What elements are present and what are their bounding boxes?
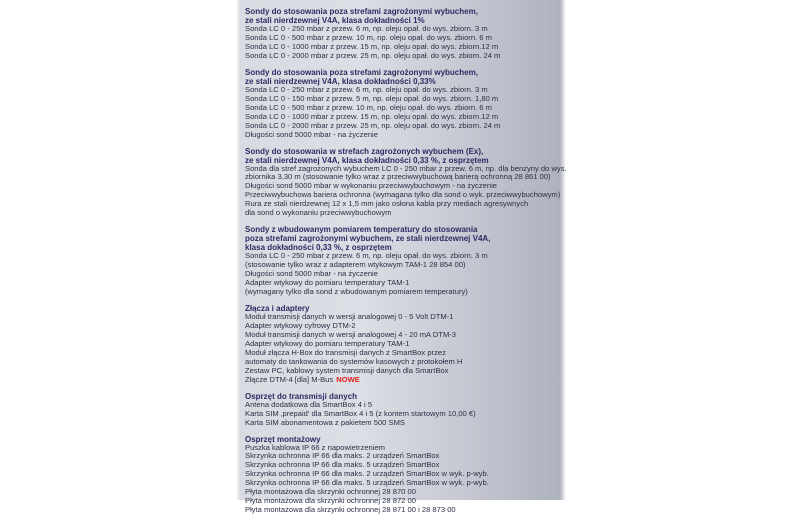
list-item-text: Przeciwwybuchowa bariera ochronna (wymagana tylko dla sond o wyk. przeciwwybuchowym) — [245, 190, 561, 200]
list-item-text: Skrzynka ochronna IP 66 dla maks. 5 urządzeń SmartBox w wyk. p-wyb. — [245, 478, 489, 488]
list-item-text: Adapter wtykowy do pomiaru temperatury TAM-1 — [245, 338, 410, 348]
list-item-text: Sonda LC 0 - 150 mbar z przew. 5 m, np. oleju opał. do wys. zbiorn. 1,80 m — [245, 93, 499, 103]
list-item-text: Rura ze stali nierdzewnej 12 x 1,5 mm jako osłona kabla przy mediach agresywnych — [245, 199, 529, 209]
list-item-text: Sonda LC 0 - 250 mbar z przew. 6 m, np. oleju opał. do wys. zbiorn. 3 m — [245, 84, 488, 94]
list-item — [245, 419, 565, 428]
list-item — [245, 506, 565, 515]
list-item — [245, 209, 565, 218]
list-item-text: Sonda LC 0 - 1000 mbar z przew. 15 m, np. oleju opał. do wys. zbiorn.12 m — [245, 41, 499, 51]
list-item-text: Sonda LC 0 - 250 mbar z przew. 6 m, np. oleju opał. do wys. zbiorn. 3 m — [245, 251, 488, 261]
list-item-text: Sonda LC 0 - 250 mbar z przew. 6 m, np. oleju opał. do wys. zbiorn. 3 m — [245, 24, 488, 33]
list-item-text: Długości sond 5000 mbar - na życzenie — [245, 269, 378, 279]
list-item-text: Antena dodatkowa dla SmartBox 4 i 5 — [245, 399, 373, 409]
list-item-text: Skrzynka ochronna IP 66 dla maks. 2 urządzeń SmartBox w wyk. p-wyb. — [245, 469, 489, 479]
section-heading: Osprzęt do transmisji danych — [245, 391, 358, 401]
list-item-text: Sonda LC 0 - 2000 mbar z przew. 25 m, np. oleju opał. do wys. zbiorn. 24 m — [245, 120, 501, 130]
section-3 — [245, 147, 565, 219]
list-item-text: Płyta montażowa dla skrzynki ochronnej 28 872 00 — [245, 496, 416, 506]
section-heading: Sondy z wbudowanym pomiarem temperatury do stosowania — [245, 225, 478, 235]
list-item-text: automaty do tankowania do systemów kasowych z protokołem H — [245, 356, 463, 366]
section-heading: ze stali nierdzewnej V4A, klasa dokładności 1% — [245, 16, 425, 25]
list-item-text: (wymagany tylko dla sond z wbudowanym pomiarem temperatury) — [245, 287, 468, 297]
list-item-text: Sonda dla stref zagrożonych wybuchem LC 0 - 250 mbar z przew. 6 m, np. dla benzyny do wys. — [245, 163, 567, 173]
list-item — [245, 288, 565, 297]
list-item — [245, 376, 565, 385]
list-item-text: Długości sond 5000 mbar w wykonaniu przeciwwybuchowym - na życzenie — [245, 181, 497, 191]
catalog-content — [245, 7, 565, 522]
section-heading: Złącza i adaptery — [245, 304, 310, 314]
list-item-text: Skrzynka ochronna IP 66 dla maks. 5 urządzeń SmartBox — [245, 460, 440, 470]
list-item — [245, 131, 565, 140]
list-item-text: (stosowanie tylko wraz z adapterem wtykowym TAM-1 28 854 00) — [245, 260, 466, 270]
list-item-text: Zestaw PC, kablowy system transmisji danych dla SmartBox — [245, 365, 449, 375]
list-item-text: Moduł transmisji danych w wersji analogowej 4 - 20 mA DTM-3 — [245, 329, 457, 339]
list-item-text: Sonda LC 0 - 2000 mbar z przew. 25 m, np. oleju opał. do wys. zbiorn. 24 m — [245, 50, 501, 60]
list-item-text: Karta SIM ‚prepaid' dla SmartBox 4 i 5 (z kontem startowym 10,00 €) — [245, 408, 476, 418]
section-heading: Osprzęt montażowy — [245, 434, 321, 444]
list-item-text: zbiornika 3,30 m (stosowanie tylko wraz z przeciwwybuchową barierą ochronną 28 861 00) — [245, 172, 551, 182]
section-1 — [245, 7, 565, 61]
section-heading: ze stali nierdzewnej V4A, klasa dokładności 0,33% — [245, 76, 436, 86]
list-item-text: Złącze DTM-4 [dla] M-Bus — [245, 374, 334, 384]
list-item-text: Skrzynka ochronna IP 66 dla maks. 2 urządzeń SmartBox — [245, 451, 440, 461]
section-heading: Sondy do stosowania w strefach zagrożonych wybuchem (Ex), — [245, 146, 484, 156]
list-item — [245, 52, 565, 61]
section-2 — [245, 68, 565, 140]
section-heading: klasa dokładności 0,33 %, z osprzętem — [245, 243, 392, 253]
section-heading: Sondy do stosowania poza strefami zagrożonymi wybuchem, — [245, 7, 478, 16]
list-item-text: Adapter wtykowy do pomiaru temperatury TAM-1 — [245, 278, 410, 288]
list-item-text: Adapter wtykowy cyfrowy DTM-2 — [245, 320, 356, 330]
list-item-text: Płyta montażowa dla skrzynki ochronnej 28 870 00 — [245, 487, 416, 497]
list-item-text: Moduł transmisji danych w wersji analogowej 0 - 5 Volt DTM-1 — [245, 312, 454, 322]
list-item-text: Puszka kablowa IP 66 z napowietrzeniem — [245, 442, 385, 452]
list-item-text: Karta SIM abonamentowa z pakietem 500 SMS — [245, 417, 405, 427]
section-heading: poza strefami zagrożonymi wybuchem, ze stali nierdzewnej V4A, — [245, 234, 491, 244]
list-item-text: Sonda LC 0 - 500 mbar z przew. 10 m, np. oleju opał. do wys. zbiorn. 6 m — [245, 32, 492, 42]
list-item-text: Płyta montażowa dla skrzynki ochronnej 28 871 00 i 28 873 00 — [245, 505, 456, 515]
section-6 — [245, 392, 565, 428]
section-4 — [245, 225, 565, 297]
list-item-text: Sonda LC 0 - 1000 mbar z przew. 15 m, np. oleju opał. do wys. zbiorn.12 m — [245, 111, 499, 121]
new-badge: NOWE — [336, 374, 360, 384]
section-heading: Sondy do stosowania poza strefami zagrożonymi wybuchem, — [245, 67, 478, 77]
section-heading: ze stali nierdzewnej V4A, klasa dokładności 0,33 %, z osprzętem — [245, 155, 489, 165]
list-item-text: Moduł złącza H-Box do transmisji danych z SmartBox przez — [245, 347, 446, 357]
section-7 — [245, 435, 565, 516]
section-5 — [245, 304, 565, 385]
list-item-text: Sonda LC 0 - 500 mbar z przew. 10 m, np. oleju opał. do wys. zbiorn. 6 m — [245, 102, 492, 112]
list-item-text: dla sond o wykonaniu przeciwwybuchowym — [245, 208, 392, 218]
list-item-text: Długości sond 5000 mbar - na życzenie — [245, 129, 378, 139]
